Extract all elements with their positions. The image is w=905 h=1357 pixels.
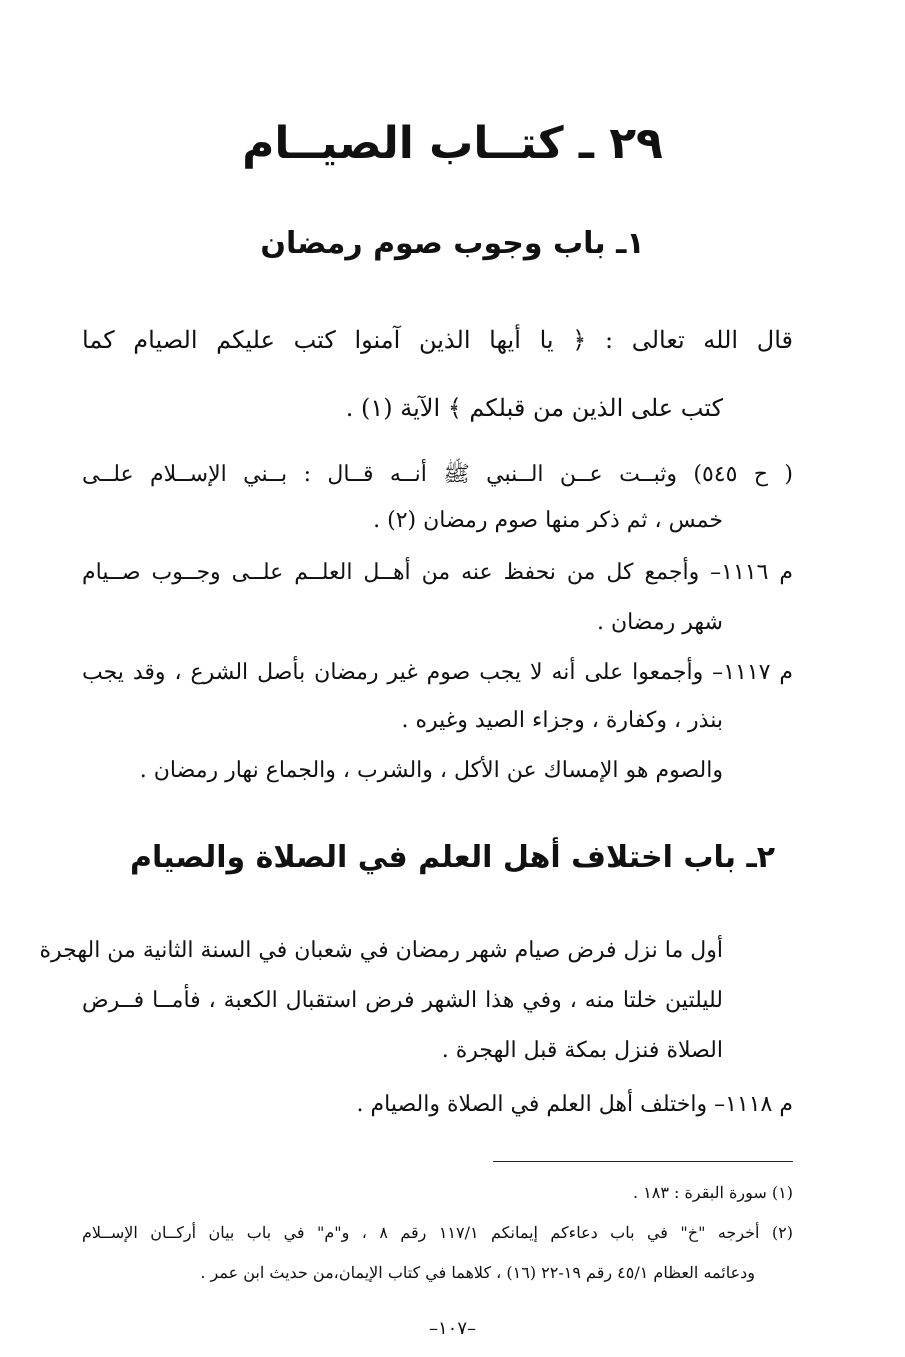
hadith-545-line-2: خمس ، ثم ذكر منها صوم رمضان (٢) . xyxy=(373,508,723,533)
masala-1116-line-2: شهر رمضان . xyxy=(596,610,723,635)
footnote-2-line-1: (٢) أخرجه "خ" في باب دعاءكم إيمانكم ١١٧/١ رقم ٨ ، و"م" في باب بيان أركــان الإســلام xyxy=(82,1223,793,1242)
chapter-2-para-line-2: لليلتين خلتا منه ، وفي هذا الشهر فرض استقبال الكعبة ، فأمــا فــرض xyxy=(82,988,723,1013)
book-title: ٢٩ ـ كتــاب الصيــام xyxy=(242,118,663,169)
footnote-2-line-2: ودعائمه العظام ٤٥/١ رقم ١٩-٢٢ (١٦) ، كلاهما في كتاب الإيمان،من حديث ابن عمر . xyxy=(200,1263,755,1282)
chapter-2-para-line-1: أول ما نزل فرض صيام شهر رمضان في شعبان في السنة الثانية من الهجرة xyxy=(39,938,723,963)
masala-1117-line-3: والصوم هو الإمساك عن الأكل ، والشرب ، والجماع نهار رمضان . xyxy=(139,758,723,783)
footnote-divider xyxy=(493,1161,793,1162)
masala-1118: م ١١١٨– واختلف أهل العلم في الصلاة والصيام . xyxy=(356,1092,793,1117)
masala-1117-line-2: بنذر ، وكفارة ، وجزاء الصيد وغيره . xyxy=(401,708,723,733)
page-number: –١٠٧– xyxy=(428,1318,476,1339)
hadith-545-line-1: ( ح ٥٤٥) وثبــت عــن الــنبي ﷺ أنــه قــال : بــني الإســلام علــى xyxy=(82,462,793,487)
masala-1116-line-1: م ١١١٦– وأجمع كل من نحفظ عنه من أهــل العلــم علــى وجــوب صــيام xyxy=(82,560,793,585)
chapter-2-title: ٢ـ باب اختلاف أهل العلم في الصلاة والصيام xyxy=(129,840,776,875)
chapter-1-title: ١ـ باب وجوب صوم رمضان xyxy=(260,226,645,261)
chapter-2-para-line-3: الصلاة فنزل بمكة قبل الهجرة . xyxy=(441,1038,723,1063)
quran-verse-line-1: قال الله تعالى : ﴿ يا أيها الذين آمنوا كتب عليكم الصيام كما xyxy=(82,326,793,354)
quran-verse-line-2: كتب على الذين من قبلكم ﴾ الآية (١) . xyxy=(345,394,723,422)
masala-1117-line-1: م ١١١٧– وأجمعوا على أنه لا يجب صوم غير رمضان بأصل الشرع ، وقد يجب xyxy=(82,660,793,685)
footnote-1: (١) سورة البقرة : ١٨٣ . xyxy=(632,1183,793,1202)
